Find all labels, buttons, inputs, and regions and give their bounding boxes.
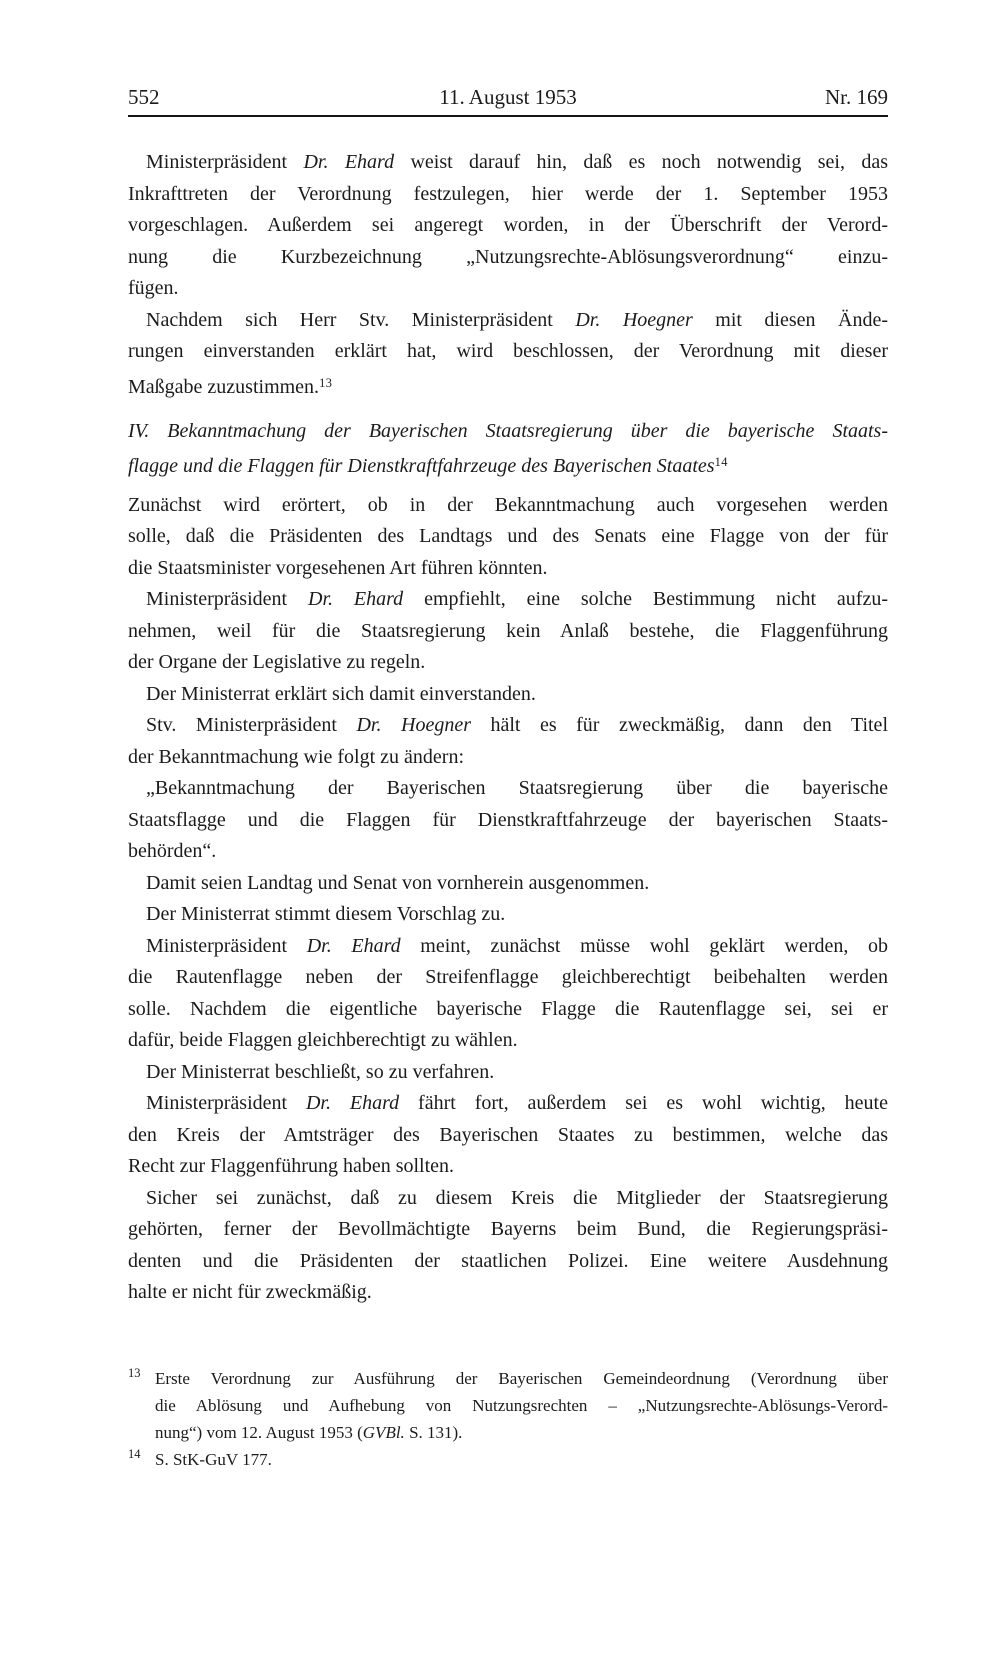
text-line bbox=[128, 773, 888, 805]
text-segment: Ministerpräsident bbox=[146, 934, 307, 957]
text-line bbox=[155, 1392, 888, 1419]
text-segment: die Rautenflagge neben der Streifenflagge gleichberechtigt beibehalten werden bbox=[128, 966, 888, 989]
text-segment: Staatsflagge und die Flaggen für Dienstkraftfahrzeuge der bayerischen Staats- bbox=[128, 808, 888, 831]
text-line bbox=[128, 553, 888, 585]
text-segment: S. StK-GuV 177. bbox=[155, 1449, 272, 1469]
text-line bbox=[155, 1446, 888, 1473]
header-rule bbox=[128, 115, 888, 117]
text-line bbox=[128, 1214, 888, 1246]
text-segment: vorgeschlagen. Außerdem sei angeregt worden, in der Überschrift der Verord- bbox=[128, 214, 888, 236]
text-segment: „Bekanntmachung der Bayerischen Staatsregierung über die bayerische bbox=[146, 777, 888, 800]
footnote-marker: 14 bbox=[128, 1446, 141, 1461]
text-segment: dafür, beide Flaggen gleichberechtigt zu wählen. bbox=[128, 1029, 518, 1052]
text-line bbox=[128, 742, 888, 774]
text-segment: S. 131). bbox=[404, 1422, 463, 1442]
text-segment: nehmen, weil für die Staatsregierung kein Anlaß bestehe, die Flaggenführung bbox=[128, 619, 888, 642]
text-line bbox=[128, 273, 888, 305]
text-line bbox=[128, 836, 888, 868]
text-segment: solle, daß die Präsidenten des Landtags und des Senats eine Flagge von der für bbox=[128, 525, 888, 548]
text-line bbox=[155, 1365, 888, 1392]
text-segment: Ministerpräsident bbox=[146, 1092, 306, 1115]
text-line bbox=[128, 647, 888, 679]
text-segment: behörden“. bbox=[128, 840, 217, 863]
paragraph bbox=[128, 490, 888, 585]
text-line bbox=[128, 1057, 888, 1089]
page-header bbox=[128, 84, 888, 110]
text-segment: gehörten, ferner der Bevollmächtigte Bayerns beim Bund, die Regierungspräsi- bbox=[128, 1218, 888, 1241]
text-segment: nung die Kurzbezeichnung „Nutzungsrechte-Ablösungsverordnung“ einzu- bbox=[128, 245, 888, 268]
text-segment: fügen. bbox=[128, 277, 179, 299]
text-segment: Maßgabe zuzustimmen. bbox=[128, 375, 320, 398]
text-segment: Ministerpräsident bbox=[146, 588, 308, 611]
paragraph bbox=[128, 868, 888, 900]
text-segment: die Staatsminister vorgesehenen Art führen könnten. bbox=[128, 556, 548, 579]
text-line bbox=[128, 1151, 888, 1183]
text-segment: die Ablösung und Aufhebung von Nutzungsrechten – „Nutzungsrechte-Ablösungs-Verord- bbox=[155, 1395, 888, 1415]
text-segment: Stv. Ministerpräsident bbox=[146, 714, 357, 737]
text-segment: Dr. Ehard bbox=[308, 588, 404, 611]
text-segment: Erste Verordnung zur Ausführung der Bayerischen Gemeindeordnung (Verordnung über bbox=[155, 1368, 888, 1388]
text-line bbox=[128, 1120, 888, 1152]
text-line bbox=[128, 490, 888, 522]
text-line bbox=[128, 242, 888, 274]
text-segment: Recht zur Flaggenführung haben sollten. bbox=[128, 1155, 455, 1178]
text-segment: Der Ministerrat beschließt, so zu verfahren. bbox=[146, 1060, 495, 1083]
footnote-reference: 13 bbox=[319, 375, 333, 390]
paragraph bbox=[128, 1183, 888, 1309]
text-line bbox=[128, 1277, 888, 1309]
text-line bbox=[155, 1419, 888, 1446]
document-body bbox=[128, 147, 888, 1309]
text-segment: Sicher sei zunächst, daß zu diesem Kreis die Mitglieder der Staatsregierung bbox=[146, 1186, 888, 1209]
text-segment: Dr. Hoegner bbox=[575, 308, 693, 331]
text-segment: meint, zunächst müsse wohl geklärt werden, ob bbox=[400, 934, 888, 957]
text-segment: Dr. Hoegner bbox=[356, 714, 471, 737]
text-line bbox=[128, 210, 888, 242]
text-segment: Zunächst wird erörtert, ob in der Bekanntmachung auch vorgesehen werden bbox=[128, 493, 888, 516]
text-segment: weist darauf hin, daß es noch notwendig sei, das bbox=[394, 151, 888, 173]
paragraph bbox=[128, 584, 888, 679]
paragraph bbox=[128, 1057, 888, 1089]
text-segment: hält es für zweckmäßig, dann den Titel bbox=[470, 714, 888, 737]
paragraph bbox=[128, 1088, 888, 1183]
footnote-marker: 13 bbox=[128, 1365, 141, 1380]
paragraph bbox=[128, 931, 888, 1057]
text-line bbox=[128, 710, 888, 742]
text-line bbox=[128, 931, 888, 963]
text-segment: empfiehlt, eine solche Bestimmung nicht aufzu- bbox=[403, 588, 888, 611]
text-line bbox=[128, 962, 888, 994]
text-segment: flagge und die Flaggen für Dienstkraftfahrzeuge des Bayerischen Staates bbox=[128, 455, 715, 478]
text-segment: fährt fort, außerdem sei es wohl wichtig, heute bbox=[399, 1092, 888, 1115]
text-line bbox=[128, 1183, 888, 1215]
paragraph bbox=[128, 773, 888, 868]
text-segment: Nachdem sich Herr Stv. Ministerpräsident bbox=[146, 308, 576, 331]
text-line bbox=[128, 147, 888, 179]
text-segment: GVBl. bbox=[362, 1422, 405, 1442]
paragraph bbox=[128, 679, 888, 711]
text-line bbox=[128, 179, 888, 211]
text-segment: Dr. Ehard bbox=[305, 1092, 400, 1115]
text-segment: halte er nicht für zweckmäßig. bbox=[128, 1281, 372, 1304]
text-segment: denten und die Präsidenten der staatlichen Polizei. Eine weitere Ausdehnung bbox=[128, 1249, 888, 1272]
footnote bbox=[128, 1446, 888, 1473]
text-line bbox=[128, 416, 888, 448]
text-line bbox=[128, 899, 888, 931]
paragraph bbox=[128, 305, 888, 403]
section-heading bbox=[128, 416, 888, 483]
text-segment: rungen einverstanden erklärt hat, wird beschlossen, der Verordnung mit dieser bbox=[128, 340, 888, 362]
text-line bbox=[128, 1246, 888, 1278]
text-segment: Inkrafttreten der Verordnung festzulegen, hier werde der 1. September 1953 bbox=[128, 182, 888, 205]
text-segment: Der Ministerrat erklärt sich damit einverstanden. bbox=[146, 682, 536, 705]
issue-number: Nr. 169 bbox=[825, 85, 888, 109]
text-segment: nung“) vom 12. August 1953 ( bbox=[155, 1422, 363, 1442]
text-line bbox=[128, 336, 888, 368]
text-segment: Der Ministerrat stimmt diesem Vorschlag zu. bbox=[146, 903, 506, 926]
text-line bbox=[128, 368, 888, 403]
text-line bbox=[128, 447, 888, 482]
header-date: 11. August 1953 bbox=[439, 85, 577, 109]
footnote-reference: 14 bbox=[714, 455, 728, 470]
text-line bbox=[128, 521, 888, 553]
text-segment: solle. Nachdem die eigentliche bayerische Flagge die Rautenflagge sei, sei er bbox=[128, 997, 888, 1020]
text-line bbox=[128, 994, 888, 1026]
text-segment: Ministerpräsident bbox=[146, 151, 304, 173]
text-line bbox=[128, 305, 888, 337]
text-segment: der Bekanntmachung wie folgt zu ändern: bbox=[128, 745, 464, 768]
text-line bbox=[128, 1025, 888, 1057]
text-segment: Dr. Ehard bbox=[306, 934, 401, 957]
text-segment: IV. Bekanntmachung der Bayerischen Staatsregierung über die bayerische Staats- bbox=[128, 419, 888, 442]
text-segment: Dr. Ehard bbox=[303, 151, 395, 173]
text-segment: den Kreis der Amtsträger des Bayerischen Staates zu bestimmen, welche das bbox=[128, 1123, 888, 1146]
page-number: 552 bbox=[128, 85, 160, 109]
text-line bbox=[128, 616, 888, 648]
text-line bbox=[128, 868, 888, 900]
footnotes-section bbox=[128, 1365, 888, 1473]
text-line bbox=[128, 584, 888, 616]
text-line bbox=[128, 805, 888, 837]
paragraph bbox=[128, 899, 888, 931]
text-line bbox=[128, 679, 888, 711]
text-segment: der Organe der Legislative zu regeln. bbox=[128, 651, 426, 674]
text-segment: mit diesen Ände- bbox=[692, 308, 888, 331]
paragraph bbox=[128, 147, 888, 305]
paragraph bbox=[128, 710, 888, 773]
text-line bbox=[128, 1088, 888, 1120]
text-segment: Damit seien Landtag und Senat von vornherein ausgenommen. bbox=[146, 871, 650, 894]
footnote bbox=[128, 1365, 888, 1446]
